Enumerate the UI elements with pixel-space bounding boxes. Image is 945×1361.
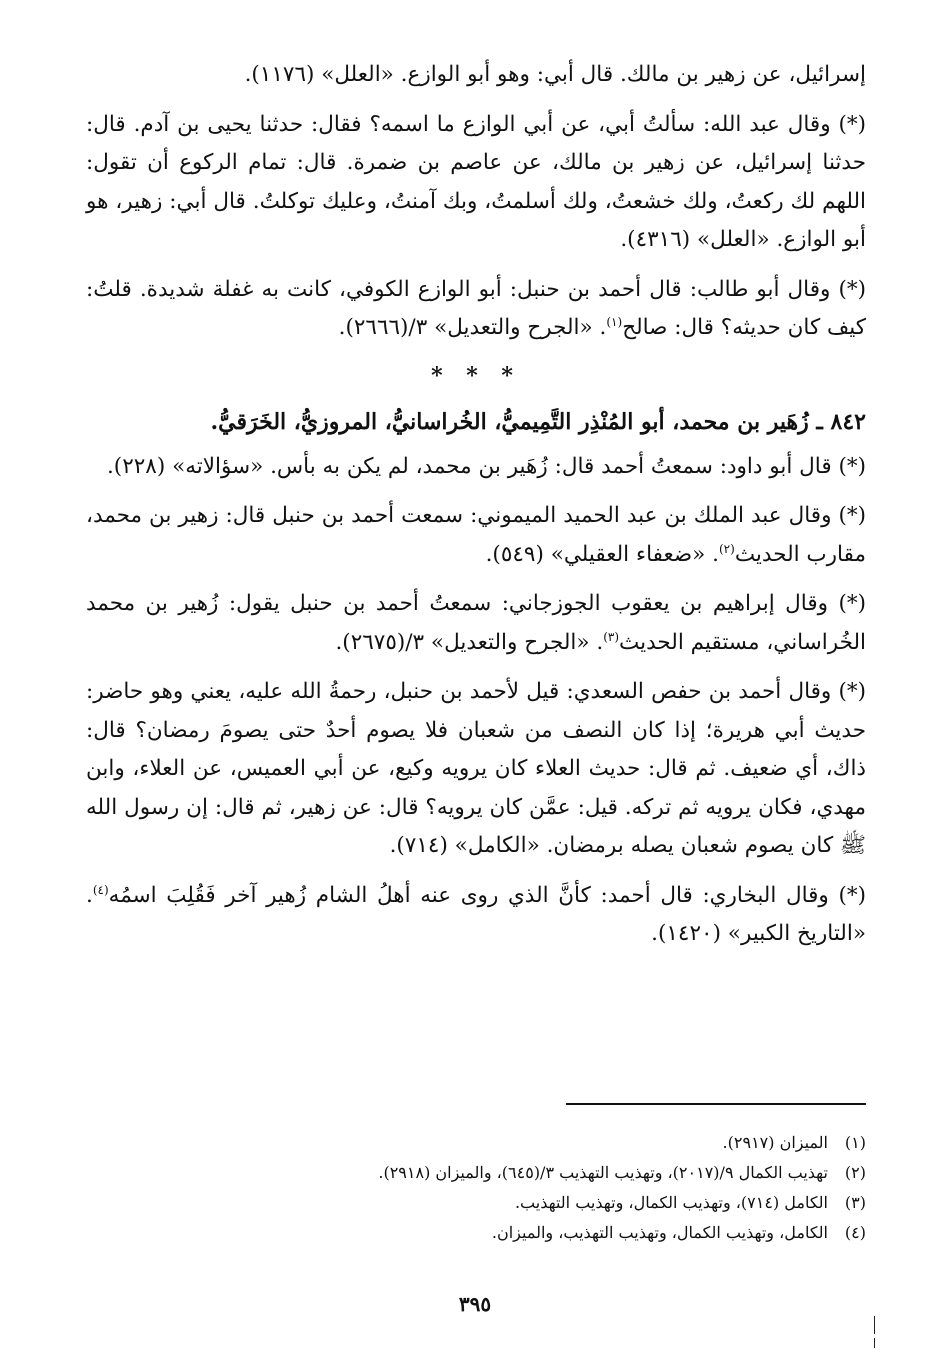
paragraph-text: (*) وقال عبد الملك بن عبد الحميد الميموني: سمعت أحمد بن حنبل قال: زهير بن محمد، مقارب الحديث: [86, 503, 866, 567]
footnote-item: [86, 1218, 866, 1248]
paragraph-jawzajani: [86, 585, 866, 662]
footnote-item: [86, 1188, 866, 1218]
footnote-marker[interactable]: (٤): [92, 882, 109, 897]
entry-heading: ٨٤٢ ـ زُهَير بن محمد، أبو المُنْذِر التَّمِيميُّ، الخُراسانيُّ، المروزيُّ، الخَرَقيُّ.: [210, 408, 866, 435]
footnote-number: (١): [844, 1133, 866, 1152]
paragraph-reference: . «الجرح والتعديل» ٣/(٢٦٧٥).: [335, 629, 604, 655]
paragraph-abdullah: (*) وقال عبد الله: سألتُ أبي، عن أبي الوازع ما اسمه؟ فقال: حدثنا يحيى بن آدم. قال: حدثنا إسرائيل، عن زهير بن مالك، عن عاصم بن ضمرة. قال: تمام الركوع أن تقول: اللهم لك ركعتُ، ولك خشعتُ، ولك أسلمتُ، وبك آمنتُ، وعليك توكلتُ. قال أبي: زهير، هو أبو الوازع. «العلل» (٤٣١٦).: [86, 111, 866, 252]
paragraph-abu-dawud: [86, 448, 866, 487]
footnote-item: [86, 1158, 866, 1188]
paragraph-text: (*) وقال البخاري: قال أحمد: كأنَّ الذي روى عنه أهلُ الشام زُهير آخر فَقُلِبَ اسمُه: [108, 882, 866, 908]
page-number: ٣٩٥: [458, 1292, 492, 1316]
footnote-text: الميزان (٢٩١٧).: [722, 1133, 828, 1152]
footnote-item: [86, 1128, 866, 1158]
footnote-text: الكامل (٧١٤)، وتهذيب الكمال، وتهذيب التهذيب.: [514, 1193, 828, 1212]
footnote-marker[interactable]: (٢): [718, 541, 735, 556]
paragraph-reference: . «ضعفاء العقيلي» (٥٤٩).: [485, 541, 719, 567]
paragraph-saadi: [86, 673, 866, 866]
footnote-number: (٣): [844, 1193, 866, 1212]
footnotes: [86, 1128, 866, 1248]
paragraph-text: (*) وقال إبراهيم بن يعقوب الجوزجاني: سمعتُ أحمد بن حنبل يقول: زُهير بن محمد الخُراساني، مستقيم الحديث: [86, 591, 866, 655]
paragraph-abu-talib: [86, 271, 866, 348]
paragraph-bukhari: [86, 877, 866, 954]
paragraph-reference: . «الجرح والتعديل» ٣/(٢٦٦٦).: [338, 315, 607, 340]
margin-mark: [874, 1316, 875, 1334]
footnote-number: (٤): [844, 1223, 866, 1242]
paragraph-maymuni: [86, 497, 866, 574]
footnote-text: تهذيب الكمال ٩/(٢٠١٧)، وتهذيب التهذيب ٣/(٦٤٥)، والميزان (٢٩١٨).: [378, 1163, 828, 1182]
footnote-marker[interactable]: (١): [606, 314, 623, 329]
paragraph-reference: . «التاريخ الكبير» (١٤٢٠).: [86, 882, 866, 946]
page-body: [86, 56, 866, 965]
footnote-marker[interactable]: (٣): [603, 629, 620, 644]
margin-mark: [874, 1338, 875, 1348]
paragraph-text: (*) قال أبو داود: سمعتُ أحمد قال: زُهَير بن محمد، لم يكن به بأس. «سؤالاته» (٢٢٨).: [106, 453, 866, 479]
footnote-text: الكامل، وتهذيب الكمال، وتهذيب التهذيب، والميزان.: [491, 1223, 828, 1242]
paragraph-text: (*) وقال أبو طالب: قال أحمد بن حنبل: أبو الوازع الكوفي، كانت به غفلة شديدة. قلتُ: كيف كان حديثه؟ قال: صالح: [86, 276, 866, 340]
footnote-number: (٢): [844, 1163, 866, 1182]
paragraph-continuation: إسرائيل، عن زهير بن مالك. قال أبي: وهو أبو الوازع. «العلل» (١١٧٦).: [244, 62, 866, 87]
footnote-divider: [566, 1103, 866, 1105]
section-separator: * * *: [431, 362, 521, 389]
paragraph-text: (*) وقال أحمد بن حفص السعدي: قيل لأحمد بن حنبل، رحمةُ الله عليه، يعني وهو حاضر: حديث أبي هريرة؛ إذا كان النصف من شعبان فلا يصوم أحدٌ حتى يصومَ رمضان؟ قال: ذاك، أي ضعيف. ثم قال: حديث العلاء كان يرويه وكيع، عن أبي العميس، عن العلاء، وابن مهدي، فكان يرويه ثم تركه. قيل: عمَّن كان يرويه؟ قال: عن زهير، ثم قال: إن رسول الله ﷺ كان يصوم شعبان يصله برمضان. «الكامل» (٧١٤).: [86, 679, 866, 858]
